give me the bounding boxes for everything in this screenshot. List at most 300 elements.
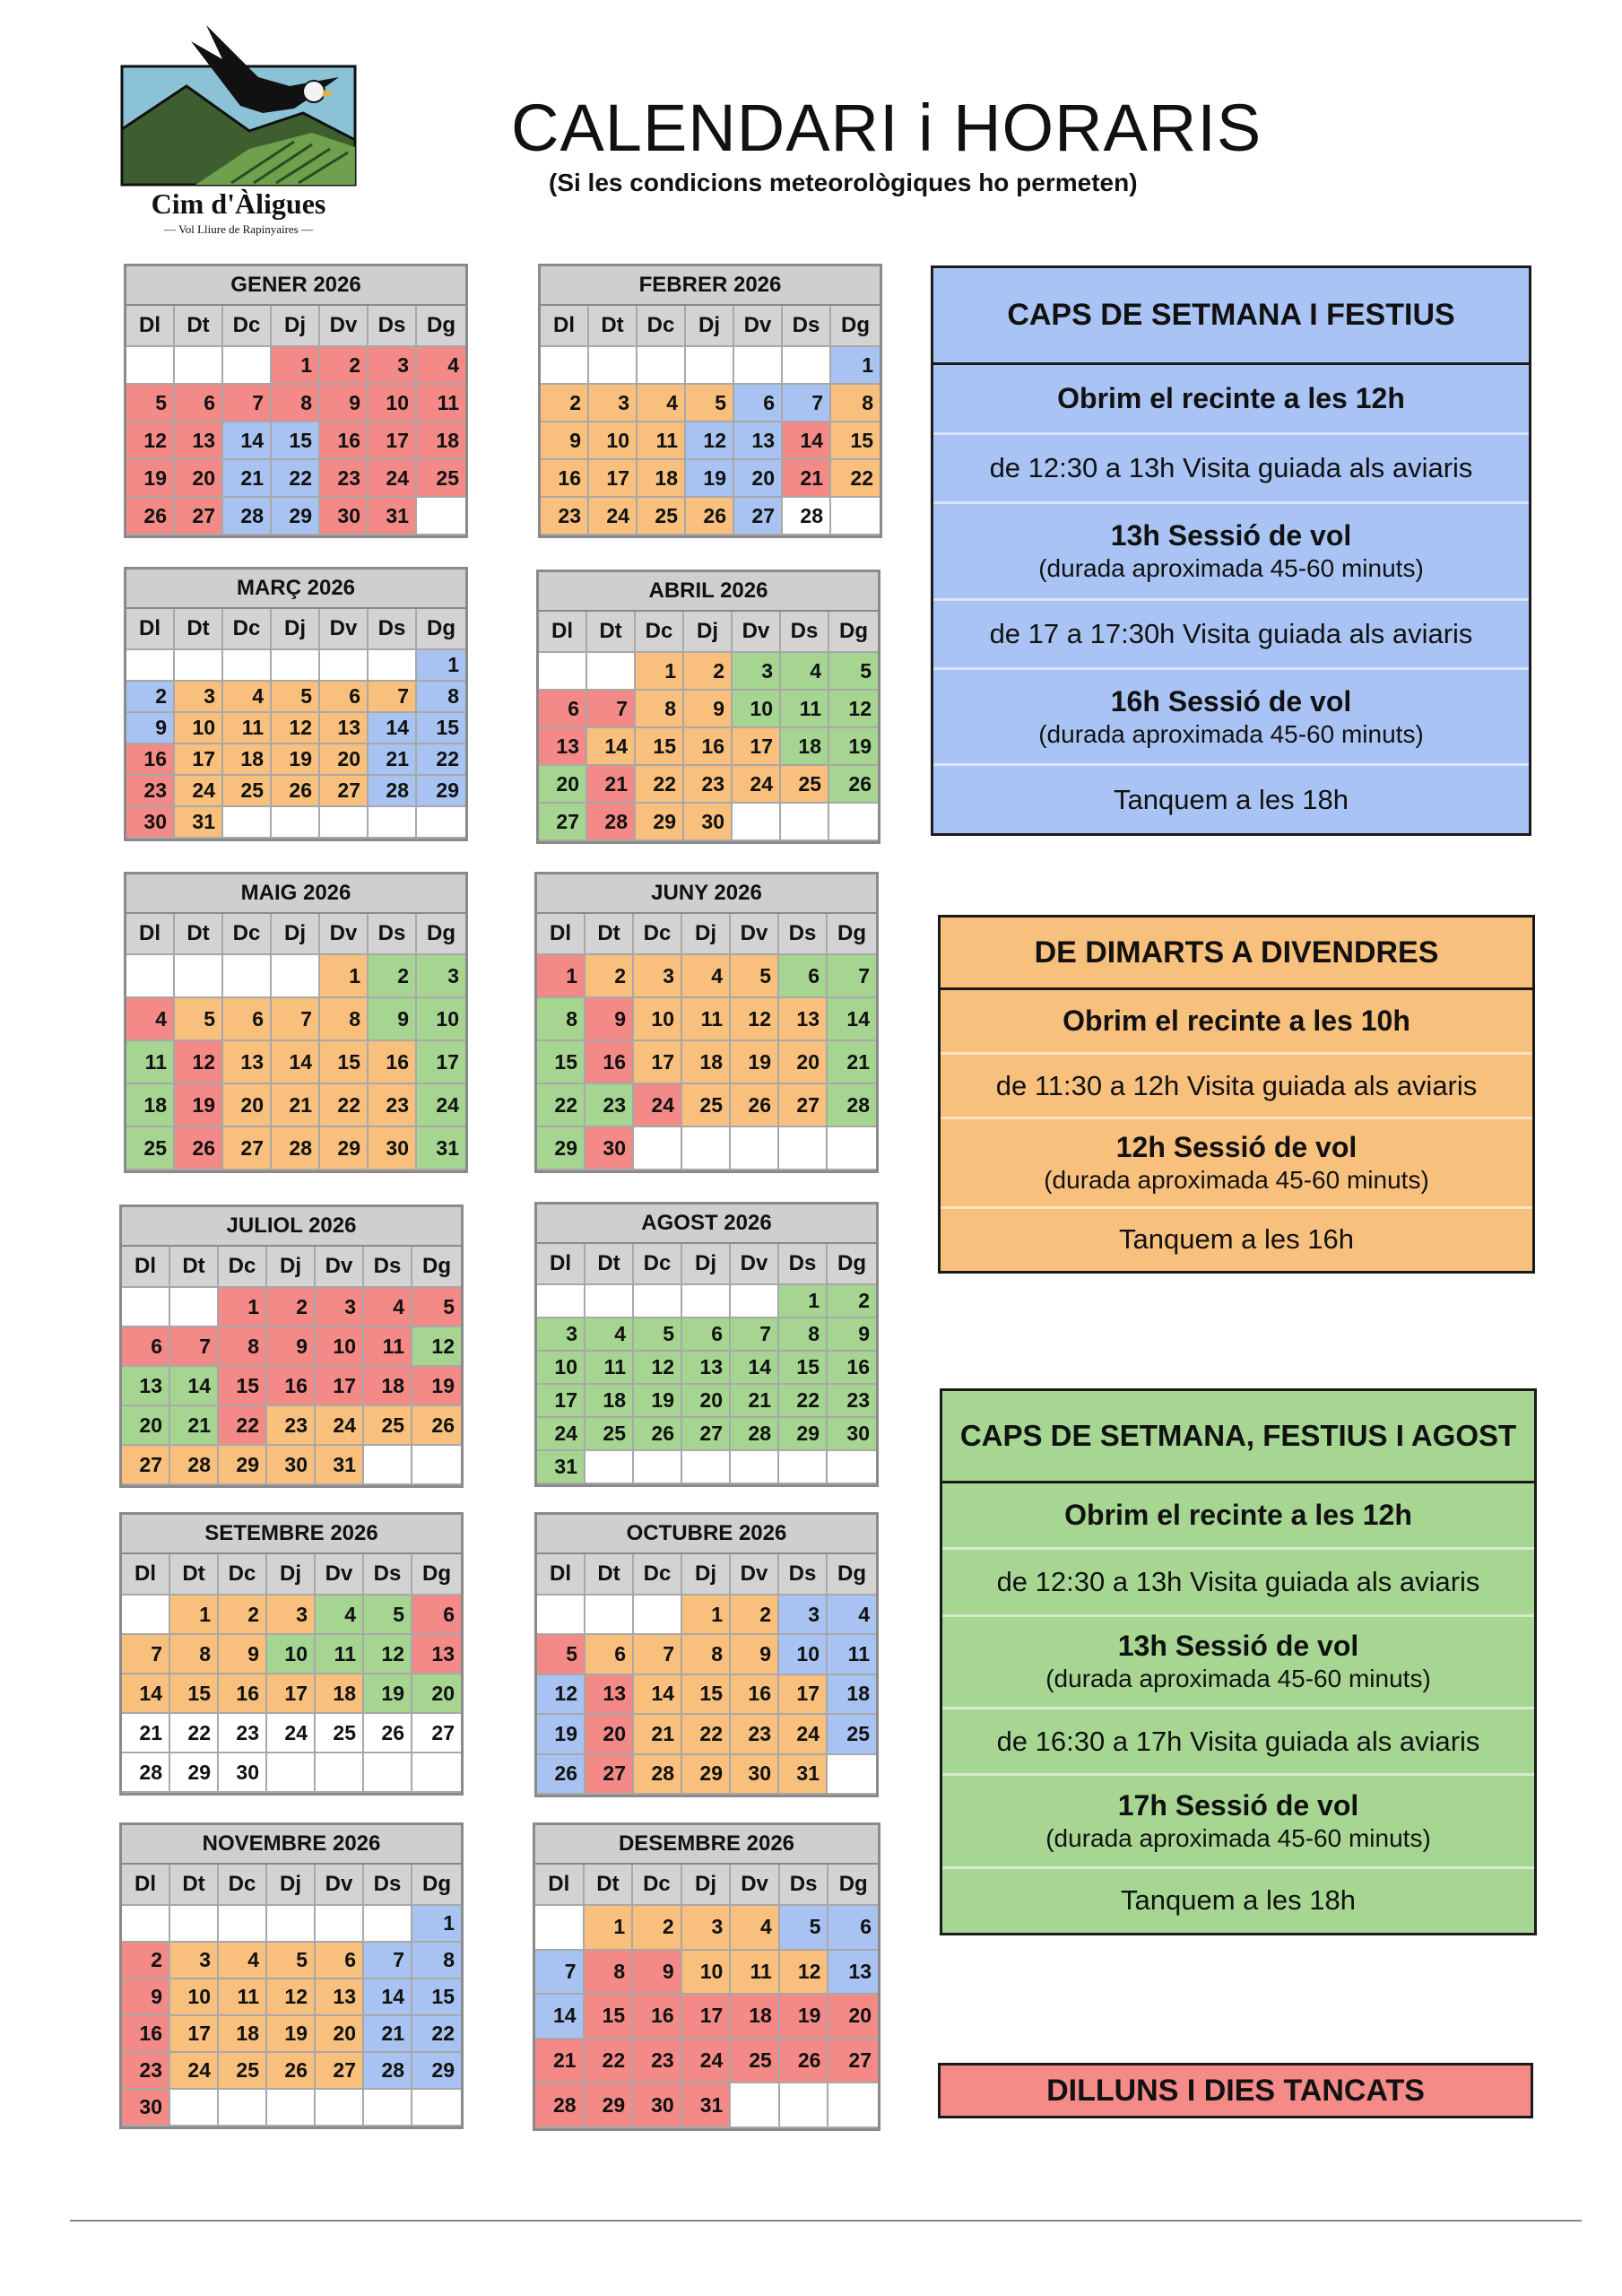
calendar-day: 9 (219, 1635, 267, 1674)
calendar-empty-cell (170, 1906, 219, 1943)
calendar-day: 9 (267, 1327, 316, 1367)
schedule-row (933, 435, 1529, 505)
calendar-day: 10 (589, 422, 638, 460)
calendar-empty-cell (316, 2090, 364, 2126)
calendar-day: 13 (412, 1635, 461, 1674)
calendar-day: 12 (686, 422, 734, 460)
calendar-day: 14 (122, 1674, 170, 1714)
calendar-day: 25 (682, 1084, 731, 1127)
calendar-day: 23 (633, 2039, 682, 2084)
calendar-empty-cell (267, 1753, 316, 1793)
calendar-day: 27 (122, 1446, 170, 1485)
weekday-header: Dc (634, 914, 682, 955)
calendar-day: 24 (417, 1084, 465, 1127)
calendar-day: 2 (369, 955, 417, 998)
calendar-day: 19 (634, 1385, 682, 1418)
calendar-day: 28 (369, 776, 417, 807)
flight-time: 17h Sessió de vol (1117, 1789, 1359, 1822)
calendar-day: 23 (126, 776, 175, 807)
calendar-day: 24 (267, 1714, 316, 1753)
calendar-month-title: JUNY 2026 (537, 874, 876, 914)
calendar-empty-cell (364, 1906, 412, 1943)
schedule-row (933, 504, 1529, 600)
calendar-day: 27 (682, 1418, 731, 1451)
calendar-day: 22 (831, 460, 880, 498)
schedule-row (941, 1119, 1532, 1209)
calendar-day: 1 (585, 1906, 634, 1951)
calendar-month-title: OCTUBRE 2026 (537, 1515, 876, 1554)
calendar-day: 3 (170, 1943, 219, 1979)
calendar-day: 28 (634, 1755, 682, 1795)
calendar-day: 20 (122, 1406, 170, 1446)
calendar-month (119, 1205, 464, 1488)
weekday-header: Dv (316, 1247, 364, 1288)
calendar-day: 5 (272, 682, 320, 713)
calendar-day: 19 (272, 744, 320, 776)
weekday-header: Dc (219, 1554, 267, 1596)
calendar-day: 24 (634, 1084, 682, 1127)
calendar-empty-cell (783, 347, 831, 385)
footer-divider (70, 2220, 1582, 2222)
schedule-row (942, 1617, 1534, 1709)
calendar-day: 29 (636, 804, 684, 841)
weekday-header: Ds (369, 306, 417, 347)
calendar-day: 27 (223, 1127, 272, 1170)
calendar-day: 9 (541, 422, 589, 460)
calendar-month (124, 567, 468, 841)
schedule-august (940, 1388, 1537, 1935)
calendar-day: 20 (734, 460, 783, 498)
calendar-day: 3 (779, 1596, 828, 1635)
calendar-empty-cell (223, 347, 272, 385)
calendar-day: 10 (779, 1635, 828, 1674)
calendar-day: 28 (170, 1446, 219, 1485)
calendar-day: 20 (412, 1674, 461, 1714)
calendar-day: 2 (684, 653, 733, 691)
calendar-day: 9 (828, 1318, 876, 1352)
calendar-day: 21 (122, 1714, 170, 1753)
weekday-header: Dg (828, 914, 876, 955)
logo-tagline: — Vol Lliure de Rapinyaires — (164, 222, 313, 236)
cim-daligues-logo (106, 23, 393, 239)
weekday-header: Ds (783, 306, 831, 347)
weekday-header: Dt (585, 1865, 634, 1906)
calendar-day: 10 (417, 998, 465, 1041)
calendar-day: 2 (219, 1596, 267, 1635)
calendar-day: 27 (779, 1084, 828, 1127)
calendar-empty-cell (126, 347, 175, 385)
calendar-day: 11 (364, 1327, 412, 1367)
calendar-empty-cell (537, 1596, 585, 1635)
calendar-empty-cell (219, 2090, 267, 2126)
calendar-month-title: MARÇ 2026 (126, 570, 465, 609)
weekday-header: Dv (731, 1554, 779, 1596)
weekday-header: Ds (364, 1247, 412, 1288)
calendar-day: 9 (320, 385, 369, 422)
schedule-august-title: CAPS DE SETMANA, FESTIUS I AGOST (942, 1391, 1534, 1483)
calendar-day: 18 (126, 1084, 175, 1127)
calendar-day: 2 (541, 385, 589, 422)
weekday-header: Dj (267, 1554, 316, 1596)
visit-time: de 11:30 a 12h Visita guiada als aviaris (995, 1069, 1478, 1101)
calendar-day: 13 (320, 713, 369, 744)
open-time: Obrim el recinte a les 12h (1064, 1499, 1412, 1532)
calendar-empty-cell (831, 498, 880, 535)
weekday-header: Dl (541, 306, 589, 347)
calendar-day: 26 (537, 1755, 585, 1795)
calendar-day: 20 (779, 1041, 828, 1084)
flight-note: (durada aproximada 45-60 minuts) (1045, 1665, 1431, 1693)
calendar-day: 9 (369, 998, 417, 1041)
calendar-empty-cell (126, 955, 175, 998)
calendar-day: 10 (634, 998, 682, 1041)
calendar-day: 10 (170, 1979, 219, 2016)
calendar-day: 6 (682, 1318, 731, 1352)
weekday-header: Dl (126, 609, 175, 650)
schedule-row (933, 365, 1529, 435)
calendar-empty-cell (585, 1285, 634, 1318)
calendar-day: 17 (316, 1367, 364, 1406)
calendar-day: 19 (267, 2016, 316, 2053)
calendar-day: 2 (267, 1288, 316, 1327)
calendar-day: 29 (170, 1753, 219, 1793)
calendar-day: 22 (170, 1714, 219, 1753)
calendar-empty-cell (316, 1753, 364, 1793)
weekday-header: Dl (539, 612, 587, 653)
calendar-empty-cell (779, 1451, 828, 1484)
calendar-day: 10 (175, 713, 223, 744)
calendar-day: 11 (126, 1041, 175, 1084)
calendar-day: 23 (369, 1084, 417, 1127)
calendar-day: 19 (829, 728, 878, 766)
calendar-day: 2 (122, 1943, 170, 1979)
calendar-day: 7 (731, 1318, 779, 1352)
calendar-day: 13 (175, 422, 223, 460)
calendar-day: 7 (369, 682, 417, 713)
calendar-day: 2 (731, 1596, 779, 1635)
weekday-header: Dj (272, 306, 320, 347)
calendar-day: 14 (587, 728, 636, 766)
calendar-day: 20 (828, 1995, 878, 2039)
visit-time: de 16:30 a 17h Visita guiada als aviaris (996, 1725, 1480, 1757)
calendar-day: 24 (170, 2053, 219, 2090)
calendar-day: 20 (320, 744, 369, 776)
calendar-empty-cell (122, 1596, 170, 1635)
logo-name: Cim d'Àligues (151, 187, 326, 220)
weekday-header: Dg (417, 306, 465, 347)
calendar-day: 24 (369, 460, 417, 498)
calendar-day: 4 (126, 998, 175, 1041)
calendar-day: 7 (828, 955, 876, 998)
calendar-day: 12 (364, 1635, 412, 1674)
calendar-day: 26 (175, 1127, 223, 1170)
calendar-day: 25 (828, 1715, 876, 1754)
calendar-day: 18 (219, 2016, 267, 2053)
calendar-day: 17 (267, 1674, 316, 1714)
flight-time: 16h Sessió de vol (1110, 684, 1352, 718)
weekday-header: Dl (122, 1554, 170, 1596)
calendar-day: 23 (731, 1715, 779, 1754)
calendar-day: 31 (779, 1755, 828, 1795)
calendar-day: 27 (539, 804, 587, 841)
calendar-day: 26 (267, 2053, 316, 2090)
weekday-header: Dj (682, 914, 731, 955)
weekday-header: Dl (537, 914, 585, 955)
calendar-day: 26 (686, 498, 734, 535)
calendar-empty-cell (122, 1906, 170, 1943)
calendar-day: 27 (175, 498, 223, 535)
eagle-logo-icon (106, 23, 393, 239)
calendar-day: 15 (831, 422, 880, 460)
calendar-day: 9 (633, 1951, 682, 1996)
calendar-day: 29 (537, 1127, 585, 1170)
calendar-day: 21 (535, 2039, 585, 2084)
calendar-day: 16 (541, 460, 589, 498)
calendar-day: 3 (369, 347, 417, 385)
weekday-header: Dl (537, 1554, 585, 1596)
calendar-day: 8 (585, 1951, 634, 1996)
calendar-month (124, 264, 468, 538)
weekday-header: Dc (223, 609, 272, 650)
calendar-month (536, 570, 880, 844)
calendar-day: 1 (831, 347, 880, 385)
calendar-empty-cell (412, 1446, 461, 1485)
calendar-day: 5 (731, 955, 779, 998)
calendar-day: 13 (539, 728, 587, 766)
calendar-month (533, 1822, 880, 2131)
calendar-day: 7 (535, 1951, 585, 1996)
page-title: CALENDARI i HORARIS (511, 91, 1262, 165)
calendar-day: 18 (223, 744, 272, 776)
weekday-header: Dl (126, 914, 175, 955)
calendar-day: 12 (175, 1041, 223, 1084)
schedule-row (933, 601, 1529, 671)
calendar-day: 7 (783, 385, 831, 422)
calendar-month-title: DESEMBRE 2026 (535, 1825, 878, 1865)
calendar-empty-cell (364, 1753, 412, 1793)
schedule-row (941, 990, 1532, 1055)
calendar-empty-cell (731, 1285, 779, 1318)
calendar-day: 5 (686, 385, 734, 422)
calendar-day: 6 (320, 682, 369, 713)
calendar-empty-cell (535, 1906, 585, 1951)
calendar-day: 4 (364, 1288, 412, 1327)
weekday-header: Dv (731, 1865, 780, 1906)
calendar-day: 6 (539, 691, 587, 728)
weekday-header: Dv (320, 609, 369, 650)
calendar-day: 5 (634, 1318, 682, 1352)
calendar-day: 15 (537, 1041, 585, 1084)
weekday-header: Dl (122, 1247, 170, 1288)
calendar-day: 16 (320, 422, 369, 460)
calendar-empty-cell (682, 1127, 731, 1170)
calendar-empty-cell (412, 2090, 461, 2126)
calendar-day: 22 (537, 1084, 585, 1127)
calendar-day: 14 (535, 1995, 585, 2039)
calendar-empty-cell (175, 650, 223, 682)
weekday-header: Dc (638, 306, 686, 347)
calendar-day: 11 (316, 1635, 364, 1674)
calendar-day: 4 (417, 347, 465, 385)
calendar-day: 16 (585, 1041, 634, 1084)
calendar-day: 11 (682, 998, 731, 1041)
calendar-day: 5 (267, 1943, 316, 1979)
calendar-day: 7 (587, 691, 636, 728)
calendar-empty-cell (541, 347, 589, 385)
weekday-header: Dc (219, 1865, 267, 1906)
calendar-day: 17 (589, 460, 638, 498)
calendar-month-title: MAIG 2026 (126, 874, 465, 914)
calendar-empty-cell (634, 1127, 682, 1170)
calendar-empty-cell (634, 1451, 682, 1484)
calendar-empty-cell (733, 804, 781, 841)
weekday-header: Dc (633, 1865, 682, 1906)
calendar-day: 19 (780, 1995, 829, 2039)
weekday-header: Dg (829, 612, 878, 653)
weekday-header: Dt (170, 1865, 219, 1906)
calendar-day: 9 (122, 1979, 170, 2016)
calendar-empty-cell (682, 1451, 731, 1484)
calendar-day: 8 (412, 1943, 461, 1979)
calendar-day: 13 (828, 1951, 878, 1996)
calendar-day: 2 (633, 1906, 682, 1951)
calendar-day: 24 (537, 1418, 585, 1451)
calendar-day: 30 (684, 804, 733, 841)
calendar-day: 26 (780, 2039, 829, 2084)
calendar-month (119, 1512, 464, 1796)
weekday-header: Dl (537, 1244, 585, 1285)
calendar-day: 4 (828, 1596, 876, 1635)
weekday-header: Dc (219, 1247, 267, 1288)
calendar-empty-cell (686, 347, 734, 385)
calendar-day: 9 (731, 1635, 779, 1674)
calendar-day: 2 (828, 1285, 876, 1318)
calendar-day: 5 (412, 1288, 461, 1327)
calendar-day: 1 (219, 1288, 267, 1327)
calendar-empty-cell (828, 1755, 876, 1795)
calendar-day: 1 (170, 1596, 219, 1635)
schedule-weekends (931, 265, 1531, 836)
calendar-day: 8 (636, 691, 684, 728)
calendar-empty-cell (175, 955, 223, 998)
calendar-day: 17 (170, 2016, 219, 2053)
calendar-day: 11 (219, 1979, 267, 2016)
weekday-header: Ds (779, 914, 828, 955)
weekday-header: Ds (779, 1244, 828, 1285)
calendar-day: 11 (731, 1951, 780, 1996)
calendar-day: 17 (733, 728, 781, 766)
calendar-day: 7 (634, 1635, 682, 1674)
calendar-day: 1 (272, 347, 320, 385)
calendar-day: 25 (417, 460, 465, 498)
weekday-header: Dv (320, 914, 369, 955)
calendar-day: 18 (417, 422, 465, 460)
schedule-weekends-title: CAPS DE SETMANA I FESTIUS (933, 268, 1529, 365)
calendar-day: 23 (684, 766, 733, 804)
calendar-day: 8 (831, 385, 880, 422)
calendar-day: 4 (638, 385, 686, 422)
calendar-day: 4 (223, 682, 272, 713)
calendar-empty-cell (585, 1451, 634, 1484)
calendar-day: 7 (223, 385, 272, 422)
calendar-day: 23 (828, 1385, 876, 1418)
calendar-day: 21 (364, 2016, 412, 2053)
calendar-day: 9 (126, 713, 175, 744)
calendar-empty-cell (537, 1285, 585, 1318)
weekday-header: Dt (170, 1554, 219, 1596)
calendar-day: 23 (541, 498, 589, 535)
calendar-day: 29 (779, 1418, 828, 1451)
calendar-day: 30 (585, 1127, 634, 1170)
weekday-header: Dv (731, 1244, 779, 1285)
calendar-day: 31 (175, 807, 223, 839)
calendar-day: 14 (170, 1367, 219, 1406)
calendar-empty-cell (364, 1446, 412, 1485)
calendar-day: 30 (369, 1127, 417, 1170)
calendar-day: 15 (779, 1352, 828, 1385)
calendar-empty-cell (272, 807, 320, 839)
calendar-day: 29 (219, 1446, 267, 1485)
calendar-day: 6 (412, 1596, 461, 1635)
calendar-day: 13 (682, 1352, 731, 1385)
calendar-month-title: FEBRER 2026 (541, 266, 880, 306)
schedule-row (941, 1209, 1532, 1271)
calendar-empty-cell (320, 807, 369, 839)
calendar-day: 25 (316, 1714, 364, 1753)
calendar-day: 8 (272, 385, 320, 422)
weekday-header: Dj (684, 612, 733, 653)
calendar-day: 28 (223, 498, 272, 535)
calendar-empty-cell (412, 1753, 461, 1793)
schedule-row (941, 1055, 1532, 1119)
calendar-day: 25 (638, 498, 686, 535)
calendar-day: 29 (272, 498, 320, 535)
calendar-day: 3 (175, 682, 223, 713)
calendar-day: 16 (369, 1041, 417, 1084)
calendar-day: 20 (223, 1084, 272, 1127)
calendar-day: 30 (633, 2083, 682, 2128)
calendar-day: 19 (731, 1041, 779, 1084)
weekday-header: Ds (779, 1554, 828, 1596)
visit-time: de 17 a 17:30h Visita guiada als aviaris (989, 617, 1473, 649)
calendar-day: 27 (585, 1755, 634, 1795)
calendar-day: 3 (537, 1318, 585, 1352)
weekday-header: Dc (634, 1244, 682, 1285)
calendar-empty-cell (734, 347, 783, 385)
calendar-empty-cell (369, 807, 417, 839)
calendar-day: 25 (364, 1406, 412, 1446)
calendar-day: 22 (272, 460, 320, 498)
calendar-empty-cell (223, 650, 272, 682)
calendar-day: 15 (170, 1674, 219, 1714)
calendar-day: 11 (223, 713, 272, 744)
calendar-day: 5 (364, 1596, 412, 1635)
weekday-header: Dg (417, 914, 465, 955)
calendar-day: 6 (585, 1635, 634, 1674)
calendar-day: 30 (828, 1418, 876, 1451)
weekday-header: Dj (682, 1244, 731, 1285)
calendar-day: 24 (316, 1406, 364, 1446)
flight-time: 13h Sessió de vol (1110, 518, 1352, 552)
calendar-day: 16 (267, 1367, 316, 1406)
calendar-empty-cell (369, 650, 417, 682)
weekday-header: Dt (587, 612, 636, 653)
calendar-day: 17 (682, 1995, 732, 2039)
weekday-header: Dt (585, 1244, 634, 1285)
calendar-day: 1 (779, 1285, 828, 1318)
calendar-day: 2 (320, 347, 369, 385)
calendar-day: 23 (267, 1406, 316, 1446)
